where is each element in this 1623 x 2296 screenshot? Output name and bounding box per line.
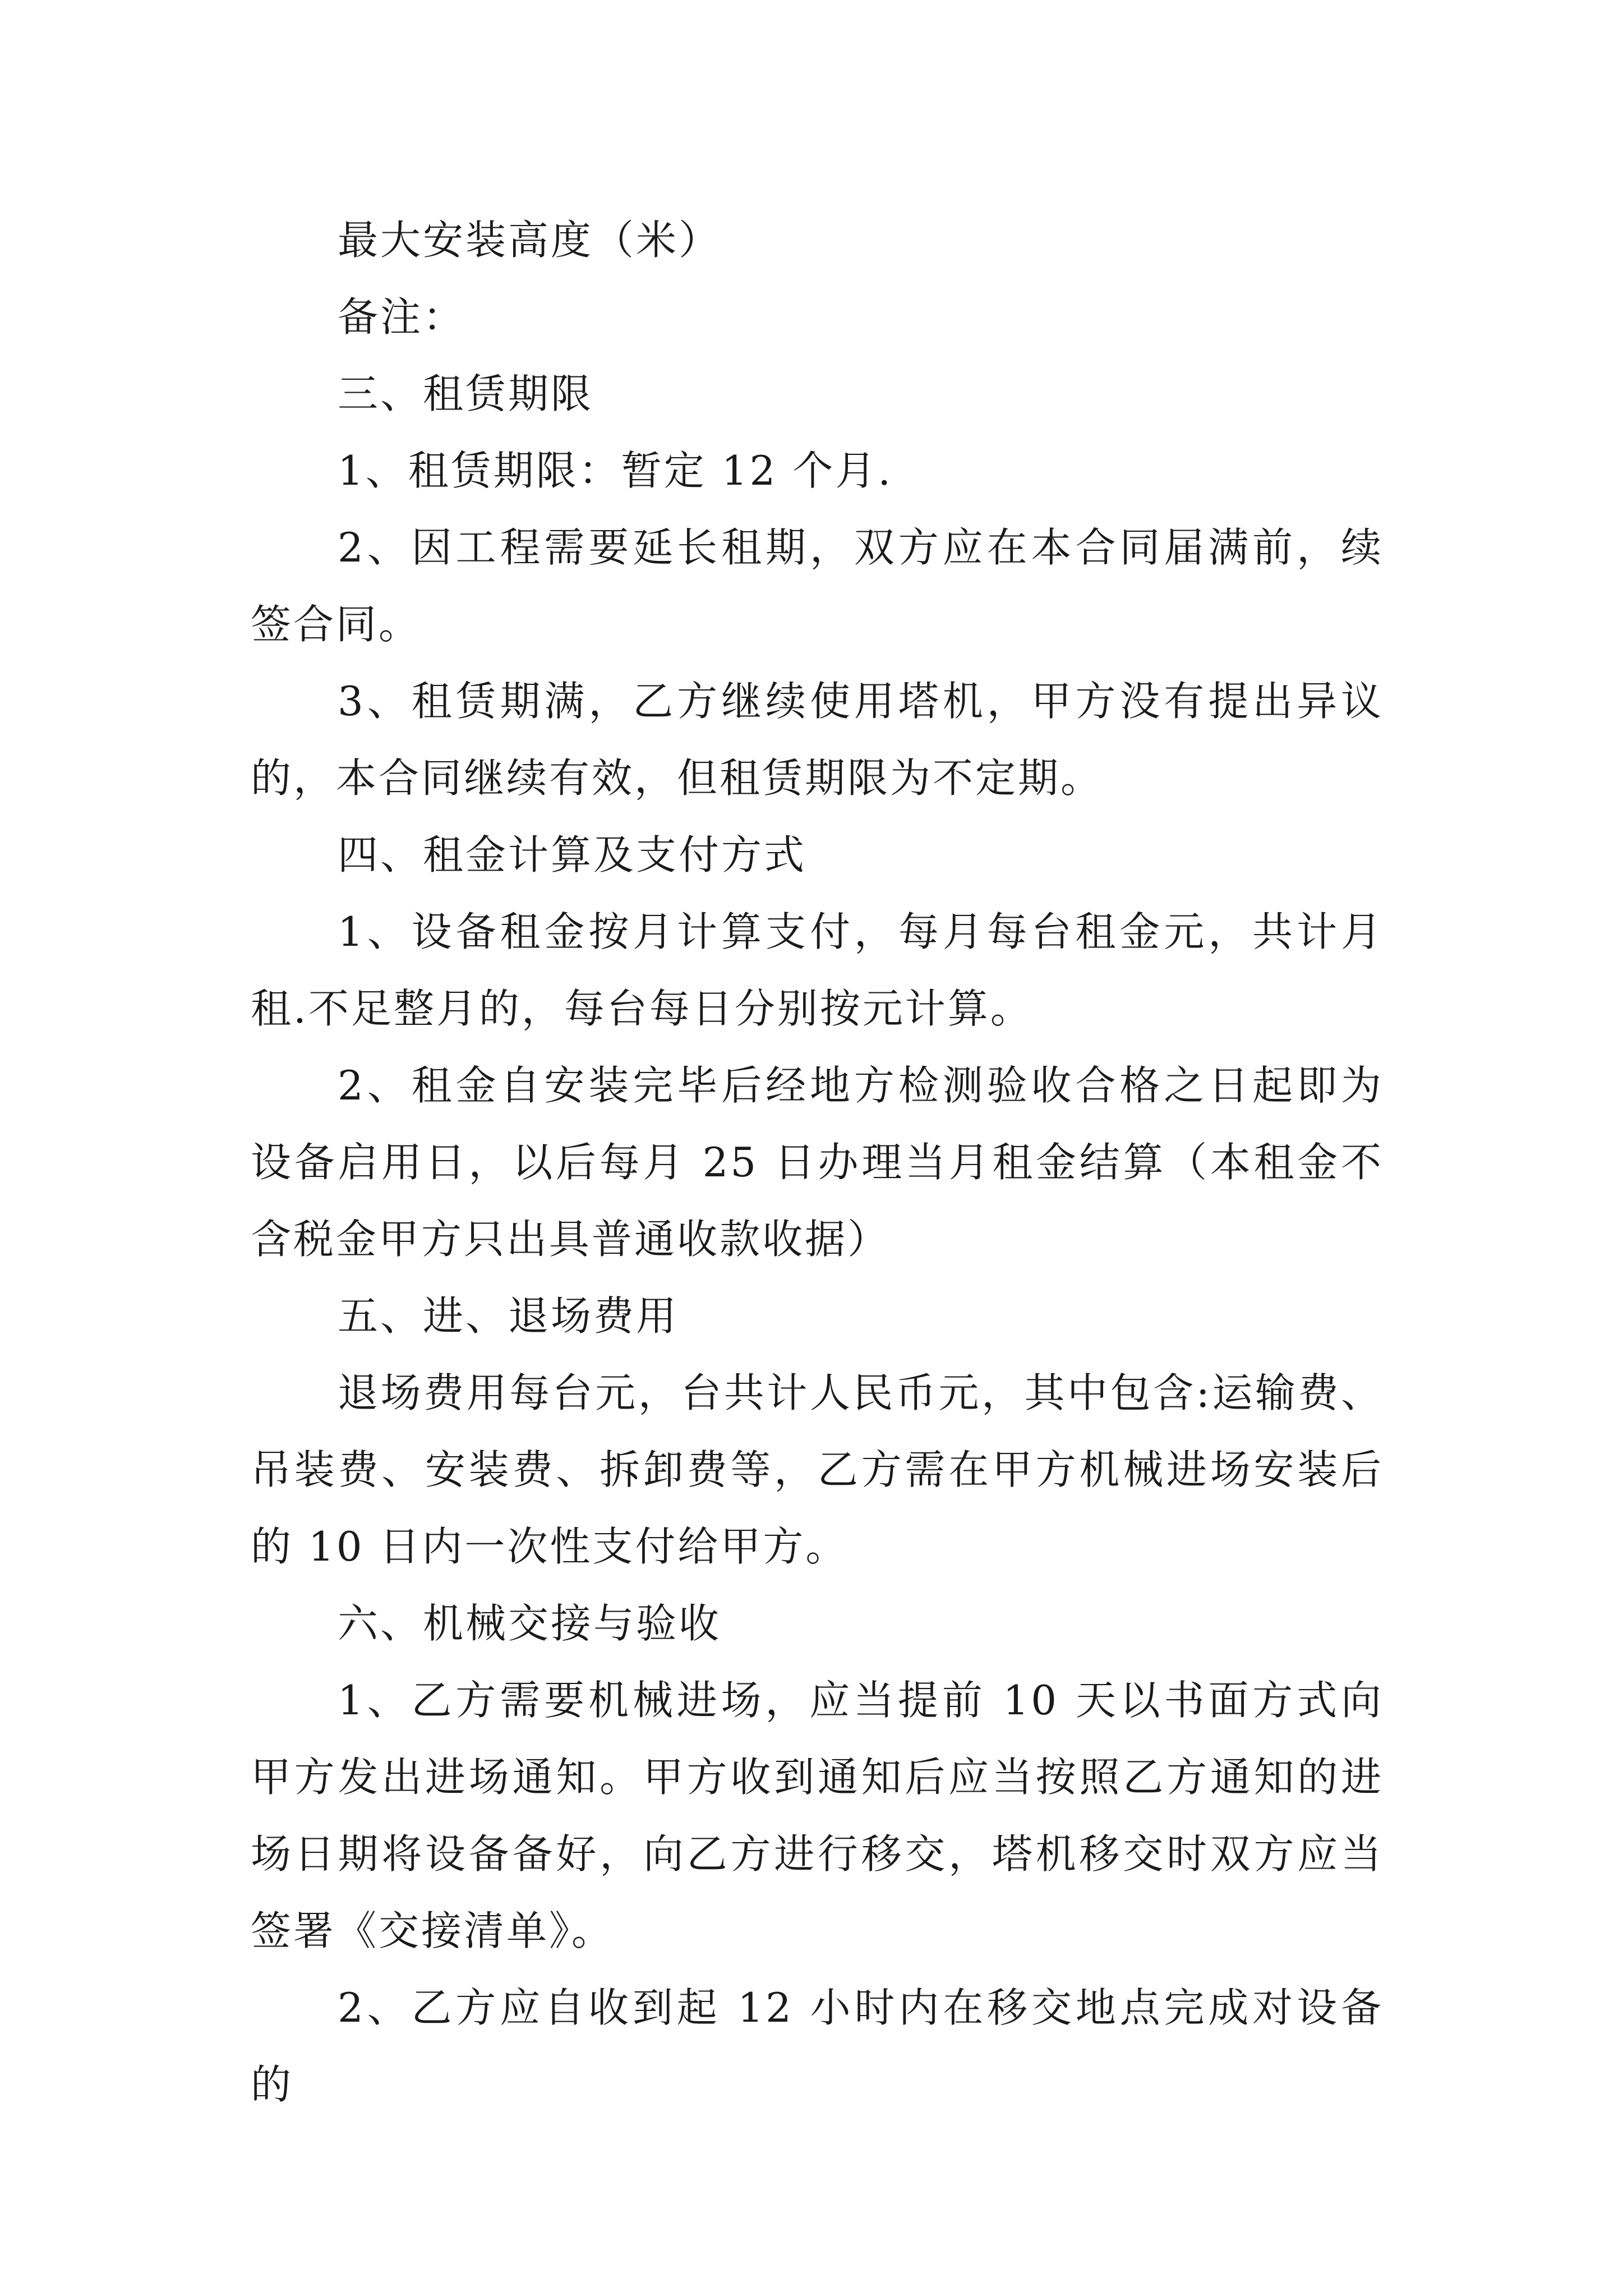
section-heading-entry-exit-fees: 五、进、退场费用 — [338, 1292, 679, 1340]
section-heading-rent-payment: 四、租金计算及支付方式 — [338, 831, 807, 878]
section-heading-lease-term: 三、租赁期限 — [338, 370, 594, 417]
section-heading-handover-acceptance: 六、机械交接与验收 — [338, 1600, 722, 1647]
paragraph-lease-term-1: 1、租赁期限：暂定 12 个月. — [338, 447, 893, 494]
paragraph-handover-1: 1、乙方需要机械进场，应当提前 10 天以书面方式向甲方发出进场通知。甲方收到通知后应当按照乙方通知的进场日期将设备备好，向乙方进行移交，塔机移交时双方应当签署《交接清单》。 — [251, 1677, 1384, 1954]
paragraph-handover-2: 2、乙方应自收到起 12 小时内在移交地点完成对设备的 — [251, 1984, 1384, 2108]
paragraph-remarks: 备注： — [338, 293, 466, 341]
paragraph-max-install-height: 最大安装高度（米） — [338, 217, 722, 264]
document-body — [251, 202, 1384, 2123]
paragraph-lease-term-3: 3、租赁期满，乙方继续使用塔机，甲方没有提出异议的，本合同继续有效，但租赁期限为不定期。 — [251, 678, 1384, 802]
paragraph-lease-term-2: 2、因工程需要延长租期，双方应在本合同届满前，续签合同。 — [251, 524, 1384, 648]
paragraph-rent-1: 1、设备租金按月计算支付，每月每台租金元，共计月租.不足整月的，每台每日分别按元计算。 — [251, 908, 1384, 1032]
paragraph-rent-2: 2、租金自安装完毕后经地方检测验收合格之日起即为设备启用日，以后每月 25 日办理当月租金结算（本租金不含税金甲方只出具普通收款收据） — [251, 1062, 1384, 1263]
paragraph-exit-fees: 退场费用每台元，台共计人民币元，其中包含:运输费、吊装费、安装费、拆卸费等，乙方需在甲方机械进场安装后的 10 日内一次性支付给甲方。 — [251, 1369, 1384, 1570]
